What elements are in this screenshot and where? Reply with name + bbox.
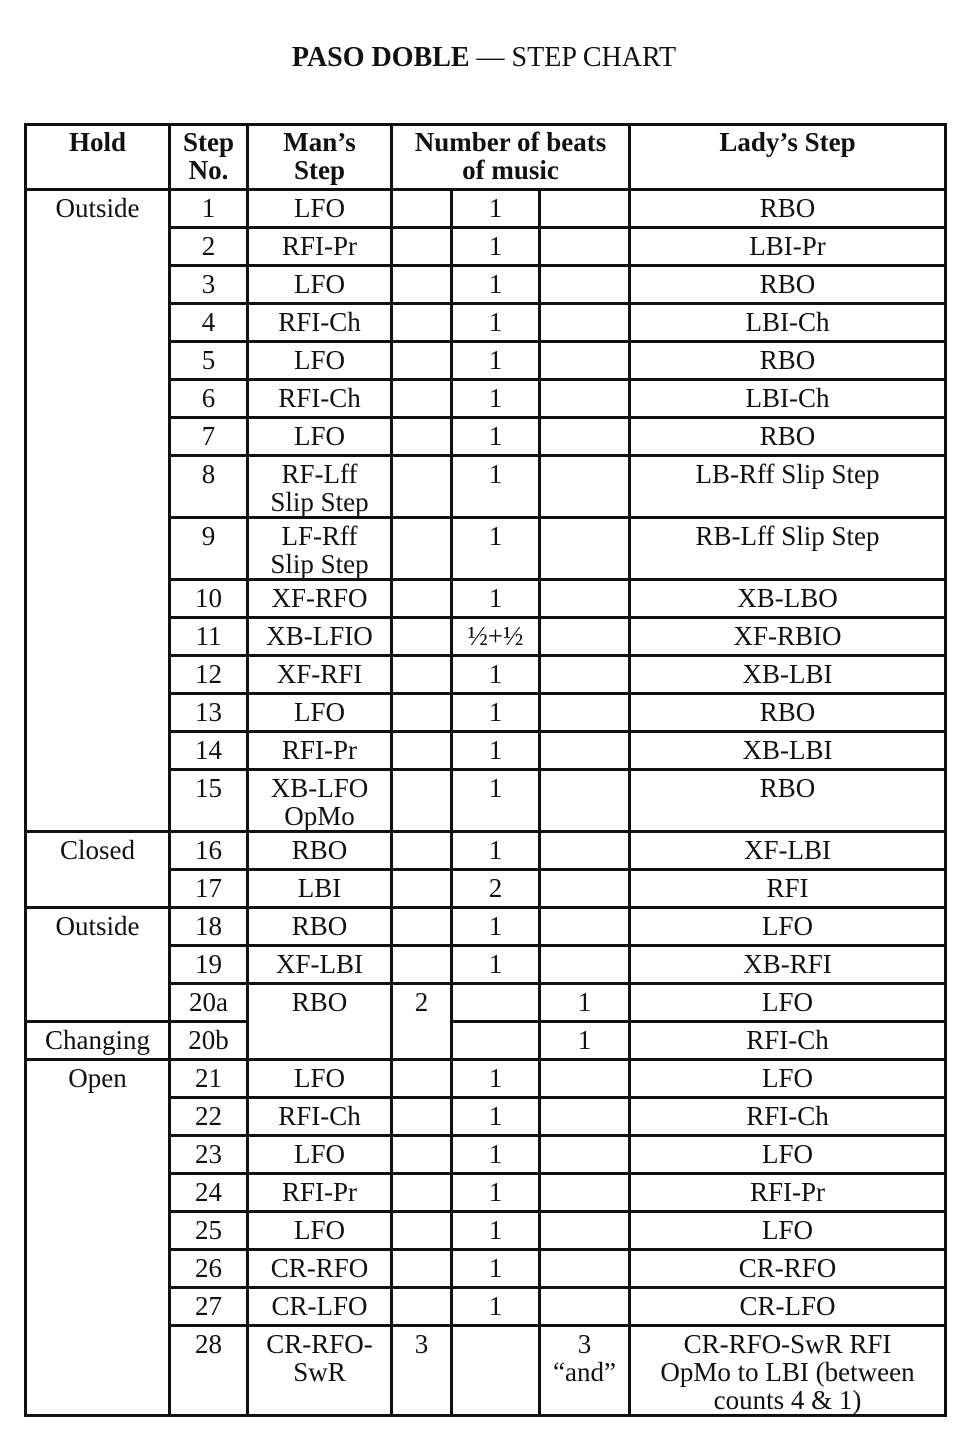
table-row	[26, 342, 946, 380]
ladys-step-cell: RBO	[630, 266, 946, 304]
hold-cell	[26, 342, 170, 380]
table-row	[26, 1250, 946, 1288]
mans-step-cell: XF-LBI	[248, 946, 392, 984]
table-row	[26, 190, 946, 228]
beats-cell-3	[540, 418, 630, 456]
step-number-cell: 27	[170, 1288, 248, 1326]
header-hold: Hold	[26, 125, 170, 190]
ladys-step-cell: LB-Rff Slip Step	[630, 456, 946, 518]
step-number-cell: 23	[170, 1136, 248, 1174]
hold-cell	[26, 1212, 170, 1250]
beats-cell-1	[392, 418, 452, 456]
mans-step-cell: LFO	[248, 1060, 392, 1098]
mans-step-cell: CR-RFO- SwR	[248, 1326, 392, 1416]
beats-cell-3	[540, 342, 630, 380]
beats-cell-2: 1	[452, 770, 540, 832]
table-row	[26, 870, 946, 908]
hold-cell	[26, 732, 170, 770]
step-number-cell: 1	[170, 190, 248, 228]
mans-step-cell: LFO	[248, 694, 392, 732]
beats-cell-3	[540, 1136, 630, 1174]
beats-cell-3	[540, 870, 630, 908]
beats-cell-1	[392, 832, 452, 870]
step-number-cell: 20b	[170, 1022, 248, 1060]
step-number-cell: 6	[170, 380, 248, 418]
table-row	[26, 1022, 946, 1060]
beats-cell-1	[392, 1136, 452, 1174]
hold-cell	[26, 1136, 170, 1174]
header-row	[26, 125, 946, 190]
table-row	[26, 832, 946, 870]
beats-cell-1	[392, 580, 452, 618]
step-number-cell: 16	[170, 832, 248, 870]
table-row	[26, 1288, 946, 1326]
ladys-step-cell: RFI-Pr	[630, 1174, 946, 1212]
beats-cell-2: 1	[452, 190, 540, 228]
mans-step-cell: CR-RFO	[248, 1250, 392, 1288]
beats-cell-3	[540, 770, 630, 832]
mans-step-cell: LFO	[248, 1136, 392, 1174]
mans-step-cell: RF-Lff Slip Step	[248, 456, 392, 518]
beats-cell-3: 1	[540, 984, 630, 1022]
step-number-cell: 22	[170, 1098, 248, 1136]
step-number-cell: 19	[170, 946, 248, 984]
ladys-step-cell: LFO	[630, 1060, 946, 1098]
mans-step-cell: RFI-Ch	[248, 304, 392, 342]
beats-cell-1	[392, 228, 452, 266]
step-number-cell: 5	[170, 342, 248, 380]
table-row	[26, 380, 946, 418]
table-row	[26, 1326, 946, 1416]
beats-cell-2: 1	[452, 228, 540, 266]
mans-step-cell: LBI	[248, 870, 392, 908]
table-row	[26, 418, 946, 456]
ladys-step-cell: RBO	[630, 694, 946, 732]
table-row	[26, 1174, 946, 1212]
ladys-step-cell: RBO	[630, 770, 946, 832]
ladys-step-cell: XB-LBI	[630, 656, 946, 694]
beats-cell-2: 1	[452, 1136, 540, 1174]
ladys-step-cell: XB-LBI	[630, 732, 946, 770]
beats-cell-3	[540, 1098, 630, 1136]
hold-cell: Open	[26, 1060, 170, 1098]
ladys-step-cell: CR-RFO	[630, 1250, 946, 1288]
hold-cell	[26, 580, 170, 618]
beats-cell-2: 1	[452, 1174, 540, 1212]
hold-cell	[26, 380, 170, 418]
header-mans-step: Man’s Step	[248, 125, 392, 190]
mans-step-cell: XB-LFO OpMo	[248, 770, 392, 832]
beats-cell-3	[540, 1060, 630, 1098]
hold-cell	[26, 984, 170, 1022]
beats-cell-3	[540, 1250, 630, 1288]
table-row	[26, 228, 946, 266]
beats-cell-1: 3	[392, 1326, 452, 1416]
mans-step-cell: LFO	[248, 190, 392, 228]
beats-cell-2: 1	[452, 580, 540, 618]
ladys-step-cell: RB-Lff Slip Step	[630, 518, 946, 580]
hold-cell	[26, 946, 170, 984]
beats-cell-1	[392, 618, 452, 656]
mans-step-cell: RFI-Pr	[248, 732, 392, 770]
beats-cell-1	[392, 1212, 452, 1250]
mans-step-cell: RFI-Ch	[248, 1098, 392, 1136]
beats-cell-1	[392, 1250, 452, 1288]
beats-cell-3	[540, 190, 630, 228]
beats-cell-2: 1	[452, 832, 540, 870]
beats-cell-2	[452, 1022, 540, 1060]
hold-cell	[26, 770, 170, 832]
step-number-cell: 12	[170, 656, 248, 694]
table-row	[26, 266, 946, 304]
beats-cell-2: 1	[452, 694, 540, 732]
step-number-cell: 7	[170, 418, 248, 456]
beats-cell-2: 1	[452, 342, 540, 380]
beats-cell-1	[392, 304, 452, 342]
beats-cell-1	[392, 266, 452, 304]
ladys-step-cell: LBI-Pr	[630, 228, 946, 266]
beats-cell-3	[540, 618, 630, 656]
table-row	[26, 1098, 946, 1136]
hold-cell	[26, 418, 170, 456]
beats-cell-1	[392, 908, 452, 946]
beats-cell-1: 2	[392, 984, 452, 1022]
step-number-cell: 11	[170, 618, 248, 656]
beats-cell-3	[540, 1288, 630, 1326]
mans-step-cell: XF-RFI	[248, 656, 392, 694]
table-row	[26, 1136, 946, 1174]
mans-step-cell	[248, 1022, 392, 1060]
ladys-step-cell: LFO	[630, 984, 946, 1022]
header-beats: Number of beats of music	[392, 125, 630, 190]
table-row	[26, 518, 946, 580]
mans-step-cell: RFI-Pr	[248, 1174, 392, 1212]
ladys-step-cell: RBO	[630, 342, 946, 380]
mans-step-cell: LFO	[248, 342, 392, 380]
step-number-cell: 17	[170, 870, 248, 908]
mans-step-cell: XF-RFO	[248, 580, 392, 618]
table-row	[26, 1060, 946, 1098]
beats-cell-2: 1	[452, 1288, 540, 1326]
beats-cell-2: 1	[452, 266, 540, 304]
ladys-step-cell: RFI-Ch	[630, 1022, 946, 1060]
beats-cell-3	[540, 228, 630, 266]
step-number-cell: 21	[170, 1060, 248, 1098]
beats-cell-1	[392, 770, 452, 832]
beats-cell-3	[540, 908, 630, 946]
beats-cell-3	[540, 832, 630, 870]
hold-cell: Outside	[26, 190, 170, 228]
hold-cell	[26, 1288, 170, 1326]
beats-cell-3	[540, 1174, 630, 1212]
hold-cell: Closed	[26, 832, 170, 870]
hold-cell: Outside	[26, 908, 170, 946]
mans-step-cell: LFO	[248, 418, 392, 456]
hold-cell	[26, 228, 170, 266]
table-row	[26, 304, 946, 342]
step-number-cell: 10	[170, 580, 248, 618]
beats-cell-1	[392, 1022, 452, 1060]
ladys-step-cell: RFI	[630, 870, 946, 908]
step-chart-table	[24, 123, 947, 1417]
step-number-cell: 20a	[170, 984, 248, 1022]
beats-cell-3	[540, 580, 630, 618]
step-number-cell: 26	[170, 1250, 248, 1288]
mans-step-cell: LFO	[248, 266, 392, 304]
ladys-step-cell: RFI-Ch	[630, 1098, 946, 1136]
step-number-cell: 24	[170, 1174, 248, 1212]
beats-cell-3	[540, 456, 630, 518]
table-row	[26, 580, 946, 618]
beats-cell-3	[540, 694, 630, 732]
title-main: PASO DOBLE	[291, 42, 470, 73]
beats-cell-1	[392, 1288, 452, 1326]
table-row	[26, 770, 946, 832]
ladys-step-cell: XB-RFI	[630, 946, 946, 984]
ladys-step-cell: LFO	[630, 1212, 946, 1250]
ladys-step-cell: LBI-Ch	[630, 304, 946, 342]
beats-cell-3: 3 “and”	[540, 1326, 630, 1416]
beats-cell-1	[392, 732, 452, 770]
table-row	[26, 946, 946, 984]
beats-cell-2: 1	[452, 418, 540, 456]
step-number-cell: 8	[170, 456, 248, 518]
mans-step-cell: RFI-Pr	[248, 228, 392, 266]
hold-cell	[26, 656, 170, 694]
step-number-cell: 2	[170, 228, 248, 266]
step-number-cell: 13	[170, 694, 248, 732]
table-row	[26, 456, 946, 518]
title-sub: — STEP CHART	[469, 42, 677, 73]
mans-step-cell: RBO	[248, 908, 392, 946]
hold-cell	[26, 618, 170, 656]
beats-cell-3	[540, 1212, 630, 1250]
ladys-step-cell: RBO	[630, 418, 946, 456]
hold-cell	[26, 1098, 170, 1136]
ladys-step-cell: RBO	[630, 190, 946, 228]
mans-step-cell: RBO	[248, 832, 392, 870]
beats-cell-2: 1	[452, 518, 540, 580]
step-number-cell: 14	[170, 732, 248, 770]
beats-cell-2: 1	[452, 380, 540, 418]
hold-cell	[26, 518, 170, 580]
beats-cell-2: 1	[452, 908, 540, 946]
beats-cell-1	[392, 190, 452, 228]
beats-cell-2: 1	[452, 946, 540, 984]
mans-step-cell: CR-LFO	[248, 1288, 392, 1326]
beats-cell-1	[392, 518, 452, 580]
step-number-cell: 9	[170, 518, 248, 580]
beats-cell-3	[540, 946, 630, 984]
ladys-step-cell: XB-LBO	[630, 580, 946, 618]
beats-cell-3: 1	[540, 1022, 630, 1060]
table-body	[26, 190, 946, 1416]
step-number-cell: 18	[170, 908, 248, 946]
mans-step-cell: LF-Rff Slip Step	[248, 518, 392, 580]
hold-cell: Changing	[26, 1022, 170, 1060]
step-number-cell: 4	[170, 304, 248, 342]
ladys-step-cell: XF-LBI	[630, 832, 946, 870]
beats-cell-2: ½+½	[452, 618, 540, 656]
beats-cell-1	[392, 456, 452, 518]
ladys-step-cell: LBI-Ch	[630, 380, 946, 418]
page-title	[0, 40, 968, 76]
beats-cell-1	[392, 656, 452, 694]
header-ladys-step: Lady’s Step	[630, 125, 946, 190]
beats-cell-2: 1	[452, 456, 540, 518]
ladys-step-cell: XF-RBIO	[630, 618, 946, 656]
table-row	[26, 732, 946, 770]
ladys-step-cell: LFO	[630, 908, 946, 946]
step-number-cell: 3	[170, 266, 248, 304]
table-row	[26, 908, 946, 946]
step-number-cell: 25	[170, 1212, 248, 1250]
ladys-step-cell: CR-RFO-SwR RFI OpMo to LBI (between counts 4 & 1)	[630, 1326, 946, 1416]
beats-cell-1	[392, 1174, 452, 1212]
beats-cell-2: 1	[452, 656, 540, 694]
beats-cell-2	[452, 984, 540, 1022]
beats-cell-2: 1	[452, 304, 540, 342]
beats-cell-2: 1	[452, 1212, 540, 1250]
hold-cell	[26, 456, 170, 518]
beats-cell-3	[540, 266, 630, 304]
beats-cell-3	[540, 732, 630, 770]
step-number-cell: 15	[170, 770, 248, 832]
beats-cell-1	[392, 380, 452, 418]
hold-cell	[26, 1250, 170, 1288]
beats-cell-2: 1	[452, 1060, 540, 1098]
table-row	[26, 1212, 946, 1250]
mans-step-cell: RBO	[248, 984, 392, 1022]
beats-cell-3	[540, 380, 630, 418]
beats-cell-1	[392, 694, 452, 732]
mans-step-cell: XB-LFIO	[248, 618, 392, 656]
table-row	[26, 656, 946, 694]
mans-step-cell: RFI-Ch	[248, 380, 392, 418]
ladys-step-cell: CR-LFO	[630, 1288, 946, 1326]
hold-cell	[26, 870, 170, 908]
table-row	[26, 618, 946, 656]
beats-cell-1	[392, 342, 452, 380]
hold-cell	[26, 1174, 170, 1212]
hold-cell	[26, 1326, 170, 1416]
mans-step-cell: LFO	[248, 1212, 392, 1250]
header-step-no: Step No.	[170, 125, 248, 190]
hold-cell	[26, 304, 170, 342]
beats-cell-2: 2	[452, 870, 540, 908]
beats-cell-2: 1	[452, 1250, 540, 1288]
beats-cell-1	[392, 1098, 452, 1136]
beats-cell-1	[392, 870, 452, 908]
ladys-step-cell: LFO	[630, 1136, 946, 1174]
step-number-cell: 28	[170, 1326, 248, 1416]
beats-cell-2: 1	[452, 732, 540, 770]
table-row	[26, 984, 946, 1022]
beats-cell-3	[540, 656, 630, 694]
beats-cell-1	[392, 1060, 452, 1098]
beats-cell-3	[540, 304, 630, 342]
beats-cell-1	[392, 946, 452, 984]
table-row	[26, 694, 946, 732]
beats-cell-2	[452, 1326, 540, 1416]
hold-cell	[26, 266, 170, 304]
beats-cell-3	[540, 518, 630, 580]
hold-cell	[26, 694, 170, 732]
beats-cell-2: 1	[452, 1098, 540, 1136]
